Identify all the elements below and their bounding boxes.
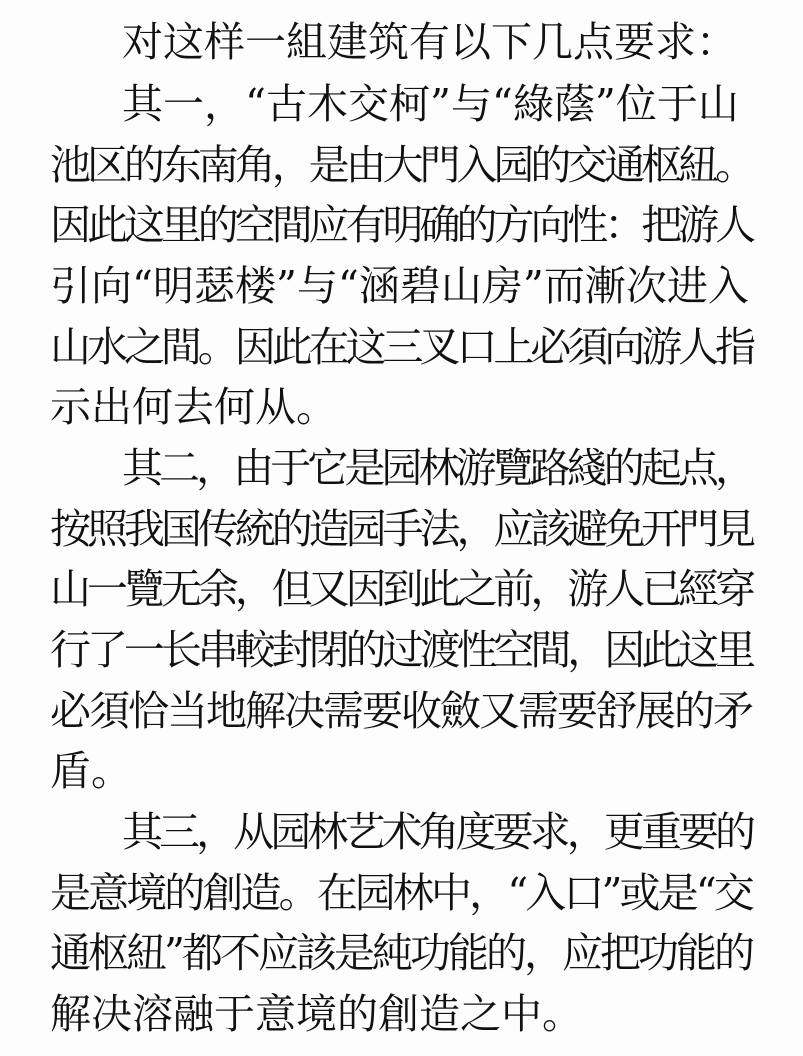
text-line-11: 行了一长串較封閉的过渡性空間，因此这里 [50,626,753,674]
text-line-8: 其二，由于它是园林游覽路綫的起点， [122,444,753,492]
text-line-6: 山水之間。因此在这三叉口上必須向游人指 [50,323,753,371]
text-line-16: 通枢紐”都不应該是純功能的，应把功能的 [50,929,752,977]
text-line-13: 盾。 [50,747,132,795]
text-line-14: 其三，从园林艺术角度要求，更重要的 [122,808,753,856]
text-line-4: 因此这里的空間应有明确的方向性：把游人 [50,201,753,249]
text-line-3: 池区的东南角，是由大門入园的交通枢紐。 [50,141,753,189]
text-line-15: 是意境的創造。在园林中，“入口”或是“交 [50,869,752,917]
text-line-2: 其一，“古木交柯”与“綠蔭”位于山 [122,80,739,128]
text-line-7: 示出何去何从。 [50,383,337,431]
text-line-10: 山一覽无余，但又因到此之前，游人已經穿 [50,565,753,613]
text-line-9: 按照我国传統的造园手法，应該避免开門見 [50,505,753,553]
text-line-5: 引向“明瑟楼”与“涵碧山房”而漸次进入 [50,262,749,310]
text-line-17: 解决溶融于意境的創造之中。 [50,990,583,1038]
text-line-1: 对这样一組建筑有以下几点要求： [122,18,737,66]
text-line-12: 必須恰当地解决需要收斂又需要舒展的矛 [50,687,752,735]
